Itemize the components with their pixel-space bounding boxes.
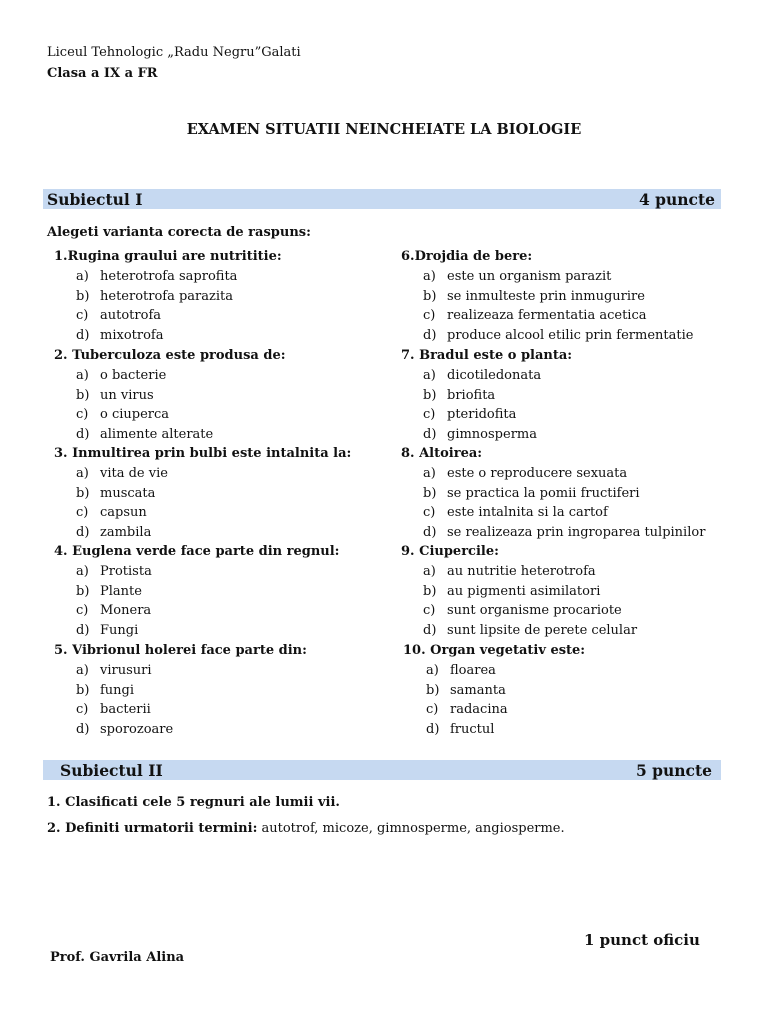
option-text: fructul bbox=[450, 721, 495, 737]
option-letter: b) bbox=[426, 682, 440, 698]
question-3-option-c bbox=[76, 505, 147, 520]
option-letter: a) bbox=[76, 564, 89, 579]
option-letter: d) bbox=[426, 721, 440, 737]
option-text: o ciuperca bbox=[100, 407, 170, 423]
option-letter: a) bbox=[426, 663, 439, 678]
option-letter: d) bbox=[423, 622, 437, 638]
option-letter: a) bbox=[423, 368, 436, 383]
option-letter: b) bbox=[76, 583, 90, 599]
option-letter: b) bbox=[76, 288, 90, 304]
subject2-band bbox=[43, 760, 721, 780]
question-5-option-d bbox=[76, 722, 173, 737]
option-text: muscata bbox=[100, 485, 156, 501]
question-6-option-b bbox=[423, 289, 645, 304]
question-6-option-a bbox=[423, 269, 611, 284]
option-text: fungi bbox=[100, 682, 135, 698]
option-text: radacina bbox=[450, 702, 508, 718]
option-text: Protista bbox=[100, 564, 152, 579]
question-10-option-c bbox=[426, 702, 508, 717]
option-letter: c) bbox=[423, 308, 436, 324]
question-8-option-b bbox=[423, 486, 640, 501]
option-letter: c) bbox=[426, 702, 439, 718]
option-letter: d) bbox=[76, 327, 90, 343]
question-4-option-b bbox=[76, 584, 142, 599]
option-letter: d) bbox=[76, 721, 90, 737]
question-2: 2. Tuberculoza este produsa de: bbox=[54, 348, 286, 363]
question-6: 6.Drojdia de bere: bbox=[401, 249, 533, 264]
subject2-item-2-label: 2. Definiti urmatorii termini: bbox=[47, 821, 258, 836]
subject1-points: 4 puncte bbox=[638, 190, 715, 209]
question-4-option-a bbox=[76, 564, 152, 579]
question-10-option-d bbox=[426, 722, 494, 737]
option-text: heterotrofa parazita bbox=[100, 288, 234, 304]
question-1-option-d bbox=[76, 328, 163, 343]
option-letter: c) bbox=[76, 505, 89, 521]
question-6-option-d bbox=[423, 328, 693, 343]
question-7: 7. Bradul este o planta: bbox=[401, 348, 573, 363]
option-text: zambila bbox=[100, 524, 152, 540]
question-9-option-c bbox=[423, 603, 622, 618]
option-text: se practica la pomii fructiferi bbox=[447, 485, 640, 501]
option-letter: c) bbox=[76, 702, 89, 718]
question-5-option-a bbox=[76, 663, 152, 678]
question-3-option-b bbox=[76, 486, 155, 501]
question-4-option-d bbox=[76, 623, 138, 638]
option-letter: d) bbox=[76, 622, 90, 638]
option-letter: b) bbox=[423, 485, 437, 501]
question-8-option-a bbox=[423, 466, 627, 481]
option-letter: d) bbox=[76, 524, 90, 540]
option-text: se inmulteste prin inmugurire bbox=[447, 288, 645, 304]
question-8-option-c bbox=[423, 505, 608, 520]
option-text: Plante bbox=[100, 583, 142, 599]
page-title: EXAMEN SITUATII NEINCHEIATE LA BIOLOGIE bbox=[186, 121, 582, 138]
option-text: un virus bbox=[100, 387, 154, 403]
option-letter: b) bbox=[423, 288, 437, 304]
question-3: 3. Inmultirea prin bulbi este intalnita la: bbox=[54, 446, 352, 461]
question-3-option-d bbox=[76, 525, 151, 540]
subject2-points: 5 puncte bbox=[635, 761, 712, 780]
school-name: Liceul Tehnologic „Radu Negru”Galati bbox=[47, 45, 301, 60]
option-text: Fungi bbox=[100, 622, 139, 638]
option-text: dicotiledonata bbox=[447, 368, 542, 383]
option-letter: b) bbox=[423, 583, 437, 599]
option-letter: d) bbox=[423, 426, 437, 442]
question-4: 4. Euglena verde face parte din regnul: bbox=[54, 544, 340, 559]
option-text: este intalnita si la cartof bbox=[447, 505, 608, 521]
question-9-option-a bbox=[423, 564, 596, 579]
question-1-option-c bbox=[76, 308, 161, 323]
option-text: pteridofita bbox=[447, 407, 517, 423]
question-7-option-b bbox=[423, 388, 495, 403]
question-9: 9. Ciupercile: bbox=[401, 544, 499, 559]
option-text: este un organism parazit bbox=[447, 269, 612, 284]
option-text: produce alcool etilic prin fermentatie bbox=[447, 327, 694, 343]
question-2-option-a bbox=[76, 368, 166, 383]
subject2-item-2-terms: autotrof, micoze, gimnosperme, angiosperme. bbox=[257, 821, 565, 836]
instruction: Alegeti varianta corecta de raspuns: bbox=[47, 225, 311, 240]
option-text: se realizeaza prin ingroparea tulpinilor bbox=[447, 524, 706, 540]
option-text: Monera bbox=[100, 603, 152, 619]
subject2-item-1: 1. Clasificati cele 5 regnuri ale lumii vii. bbox=[47, 795, 340, 810]
question-9-option-b bbox=[423, 584, 600, 599]
option-text: samanta bbox=[450, 682, 506, 698]
option-letter: b) bbox=[76, 485, 90, 501]
question-5-option-b bbox=[76, 683, 134, 698]
oficiu-points: 1 punct oficiu bbox=[584, 931, 700, 949]
option-text: mixotrofa bbox=[100, 327, 164, 343]
option-text: au pigmenti asimilatori bbox=[447, 583, 601, 599]
question-2-option-b bbox=[76, 388, 154, 403]
option-letter: a) bbox=[423, 466, 436, 481]
option-letter: c) bbox=[423, 407, 436, 423]
question-1: 1.Rugina graului are nutrititie: bbox=[54, 249, 282, 264]
option-text: realizeaza fermentatia acetica bbox=[447, 308, 647, 324]
option-letter: c) bbox=[76, 407, 89, 423]
option-letter: c) bbox=[423, 603, 436, 619]
question-1-option-b bbox=[76, 289, 233, 304]
question-5-option-c bbox=[76, 702, 151, 717]
question-7-option-a bbox=[423, 368, 541, 383]
question-2-option-d bbox=[76, 427, 213, 442]
option-letter: c) bbox=[423, 505, 436, 521]
option-text: sunt organisme procariote bbox=[447, 603, 622, 619]
option-text: sunt lipsite de perete celular bbox=[447, 622, 638, 638]
subject2-label: Subiectul II bbox=[60, 761, 163, 780]
option-text: autotrofa bbox=[100, 308, 162, 324]
question-5: 5. Vibrionul holerei face parte din: bbox=[54, 643, 307, 658]
option-text: vita de vie bbox=[100, 466, 168, 481]
subject2-item-2 bbox=[47, 821, 565, 836]
question-2-option-c bbox=[76, 407, 169, 422]
option-letter: d) bbox=[423, 327, 437, 343]
class-label: Clasa a IX a FR bbox=[47, 66, 158, 81]
option-letter: c) bbox=[76, 603, 89, 619]
option-letter: c) bbox=[76, 308, 89, 324]
option-letter: a) bbox=[76, 269, 89, 284]
option-letter: b) bbox=[76, 387, 90, 403]
option-text: bacterii bbox=[100, 702, 151, 718]
option-text: capsun bbox=[100, 505, 147, 521]
question-10-option-b bbox=[426, 683, 506, 698]
question-7-option-d bbox=[423, 427, 537, 442]
question-9-option-d bbox=[423, 623, 637, 638]
option-letter: a) bbox=[76, 663, 89, 678]
option-text: floarea bbox=[450, 663, 496, 678]
question-6-option-c bbox=[423, 308, 647, 323]
question-3-option-a bbox=[76, 466, 168, 481]
question-7-option-c bbox=[423, 407, 516, 422]
subject1-label: Subiectul I bbox=[47, 190, 143, 209]
option-letter: a) bbox=[76, 466, 89, 481]
subject1-band bbox=[43, 189, 721, 209]
option-text: heterotrofa saprofita bbox=[100, 269, 238, 284]
option-text: au nutritie heterotrofa bbox=[447, 564, 596, 579]
option-text: briofita bbox=[447, 387, 496, 403]
option-letter: a) bbox=[423, 269, 436, 284]
option-text: sporozoare bbox=[100, 721, 174, 737]
question-10-option-a bbox=[426, 663, 496, 678]
option-letter: a) bbox=[76, 368, 89, 383]
question-1-option-a bbox=[76, 269, 237, 284]
option-text: virusuri bbox=[100, 663, 152, 678]
option-text: alimente alterate bbox=[100, 426, 214, 442]
question-8: 8. Altoirea: bbox=[401, 446, 483, 461]
question-4-option-c bbox=[76, 603, 151, 618]
author-name: Prof. Gavrila Alina bbox=[50, 950, 185, 965]
option-letter: b) bbox=[76, 682, 90, 698]
option-letter: d) bbox=[423, 524, 437, 540]
option-letter: a) bbox=[423, 564, 436, 579]
option-letter: d) bbox=[76, 426, 90, 442]
option-text: o bacterie bbox=[100, 368, 167, 383]
question-8-option-d bbox=[423, 525, 705, 540]
option-text: gimnosperma bbox=[447, 426, 537, 442]
option-letter: b) bbox=[423, 387, 437, 403]
option-text: este o reproducere sexuata bbox=[447, 466, 628, 481]
question-10: 10. Organ vegetativ este: bbox=[403, 643, 586, 658]
